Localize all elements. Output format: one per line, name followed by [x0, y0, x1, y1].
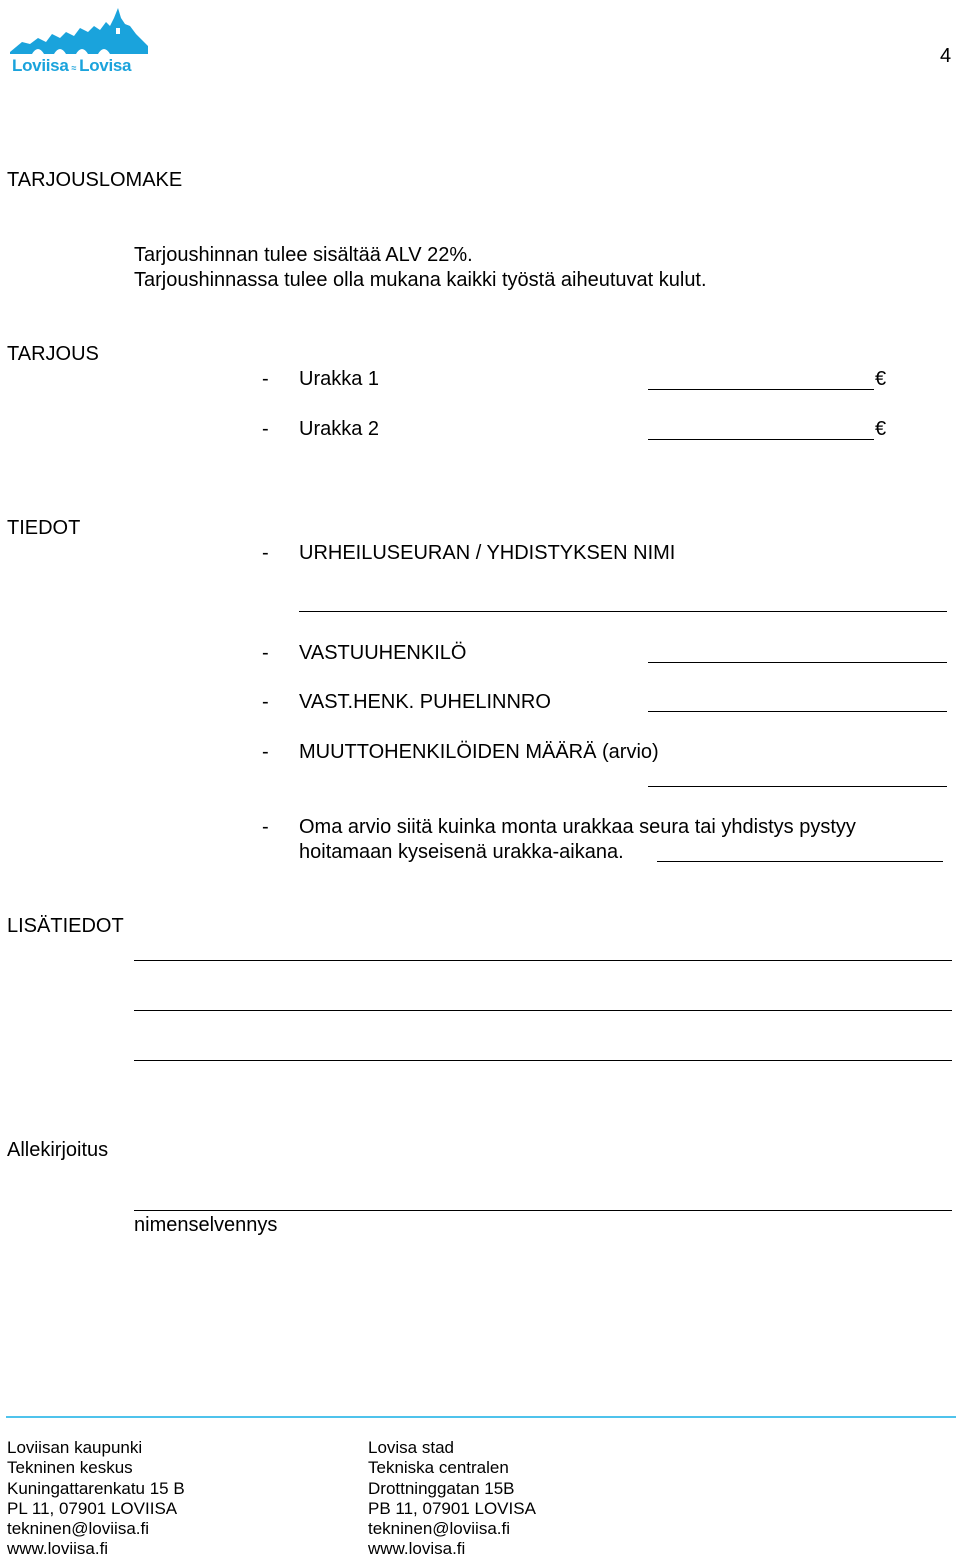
- contact-person-field[interactable]: [648, 662, 947, 663]
- footer-left-line: PL 11, 07901 LOVIISA: [7, 1498, 178, 1518]
- extra-info-line-1[interactable]: [134, 960, 952, 961]
- footer-right-line: Lovisa stad: [368, 1438, 454, 1457]
- offer-price-field-2[interactable]: [648, 439, 874, 440]
- castle-skyline-icon: [8, 4, 148, 60]
- footer-left-line: Loviisan kaupunki: [7, 1438, 143, 1457]
- offer-heading: TARJOUS: [7, 343, 99, 365]
- info-heading: TIEDOT: [7, 517, 81, 539]
- page-number: 4: [940, 45, 952, 67]
- logo-text-left: Loviisa: [12, 56, 69, 75]
- extra-info-line-3[interactable]: [134, 1060, 952, 1061]
- euro-symbol: €: [875, 368, 887, 390]
- list-dash: -: [262, 542, 269, 564]
- list-dash: -: [262, 816, 269, 838]
- list-dash: -: [262, 741, 269, 763]
- contact-phone-field[interactable]: [648, 711, 947, 712]
- footer-right-line: PB 11, 07901 LOVISA: [368, 1498, 536, 1518]
- contract-estimate-field[interactable]: [657, 861, 943, 862]
- extra-info-line-2[interactable]: [134, 1010, 952, 1011]
- offer-item-label-2: Urakka 2: [299, 418, 380, 440]
- footer-left-line: Kuningattarenkatu 15 B: [7, 1478, 185, 1498]
- club-name-label: URHEILUSEURAN / YHDISTYKSEN NIMI: [299, 542, 676, 564]
- contact-phone-label: VAST.HENK. PUHELINNRO: [299, 691, 551, 713]
- footer-left-website: www.loviisa.fi: [7, 1539, 109, 1559]
- logo-wave-icon: ≈: [71, 63, 77, 73]
- footer-right: [368, 1438, 536, 1560]
- list-dash: -: [262, 691, 269, 713]
- contract-estimate-label-line1: Oma arvio siitä kuinka monta urakkaa seura tai yhdistys pystyy: [299, 816, 856, 838]
- extra-info-heading: LISÄTIEDOT: [7, 915, 124, 937]
- list-dash: -: [262, 642, 269, 664]
- city-logo: [8, 4, 148, 76]
- footer-right-line: Tekniska centralen: [368, 1458, 509, 1478]
- form-title: TARJOUSLOMAKE: [7, 169, 183, 191]
- footer-left-email: tekninen@loviisa.fi: [7, 1519, 149, 1539]
- footer-divider: [6, 1416, 956, 1418]
- intro-line-costs: Tarjoushinnassa tulee olla mukana kaikki työstä aiheutuvat kulut.: [134, 269, 707, 291]
- contract-estimate-label-line2: hoitamaan kyseisenä urakka-aikana.: [299, 841, 624, 863]
- euro-symbol: €: [875, 418, 887, 440]
- offer-item-label-1: Urakka 1: [299, 368, 380, 390]
- club-name-field[interactable]: [299, 611, 947, 612]
- signature-heading: Allekirjoitus: [7, 1139, 109, 1161]
- movers-count-label: MUUTTOHENKILÖIDEN MÄÄRÄ (arvio): [299, 741, 659, 763]
- footer-right-line: Drottninggatan 15B: [368, 1478, 515, 1498]
- list-dash: -: [262, 368, 269, 390]
- footer-right-email: tekninen@loviisa.fi: [368, 1519, 510, 1539]
- footer-right-website: www.lovisa.fi: [368, 1539, 466, 1559]
- contact-person-label: VASTUUHENKILÖ: [299, 642, 467, 664]
- name-clarification-caption: nimenselvennys: [134, 1214, 278, 1236]
- movers-count-field[interactable]: [648, 786, 947, 787]
- logo-text-right: Lovisa: [79, 56, 132, 75]
- intro-line-vat: Tarjoushinnan tulee sisältää ALV 22%.: [134, 244, 473, 266]
- offer-price-field-1[interactable]: [648, 389, 874, 390]
- signature-line[interactable]: [134, 1210, 952, 1211]
- footer-left-line: Tekninen keskus: [7, 1458, 133, 1478]
- footer-left: [7, 1438, 185, 1560]
- list-dash: -: [262, 418, 269, 440]
